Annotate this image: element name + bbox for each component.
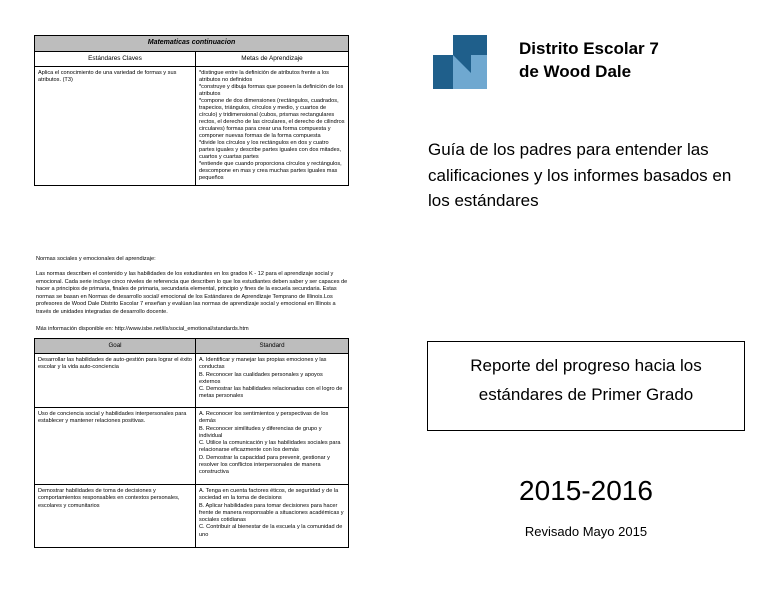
guide-title: Guía de los padres para entender las calificaciones y los informes basados en los estándares bbox=[428, 140, 732, 210]
report-title-box bbox=[427, 341, 745, 431]
standard-cell bbox=[196, 354, 349, 408]
standard-col-header: Standard bbox=[196, 339, 349, 354]
district-name-line1: Distrito Escolar 7 bbox=[519, 39, 659, 58]
standard-item: B. Reconocer similitudes y diferencias de grupo y individual bbox=[199, 425, 322, 439]
math-goals-cell bbox=[196, 66, 349, 185]
goal-cell: Uso de conciencia social y habilidades interpersonales para establecer y mantener relaciones positivas. bbox=[35, 408, 196, 485]
school-year: 2015-2016 bbox=[519, 475, 653, 506]
table-row bbox=[35, 354, 349, 408]
social-goals-table bbox=[34, 338, 349, 548]
district-name bbox=[519, 38, 659, 84]
math-standard-cell: Aplica el conocimiento de una variedad de formas y sus atributos. (T3) bbox=[35, 66, 196, 185]
social-heading: Normas sociales y emocionales del aprendizaje: bbox=[36, 256, 156, 262]
math-table-title: Matematicas continuacion bbox=[35, 36, 349, 52]
math-goal-item: *construye y dibuja formas que poseen la definición de los atributos bbox=[199, 83, 344, 97]
standard-item: D. Demostrar la capacidad para prevenir, gestionar y resolver los conflictos interpersonales de manera constructiva bbox=[199, 454, 330, 476]
more-info-link-text: Más información disponible en: http://www.isbe.net/ils/social_emotional/standards.htm bbox=[36, 326, 249, 332]
standard-item: A. Identificar y manejar las propias emociones y las conductas bbox=[199, 357, 327, 371]
standard-item: B. Aplicar habilidades para tomar decisiones para hacer frente de manera responsable a situaciones académicas y sociales cotidianas bbox=[199, 502, 344, 524]
standard-cell bbox=[196, 485, 349, 548]
table-row bbox=[35, 408, 349, 485]
district-logo-icon bbox=[433, 35, 487, 89]
goal-col-header: Goal bbox=[35, 339, 196, 354]
standard-item: C. Contribuir al bienestar de la escuela y la comunidad de uno bbox=[199, 524, 343, 538]
social-paragraph: Las normas describen el contenido y las habilidades de los estudiantes en los grados K - 12 para el aprendizaje social y emocional. Cada serie incluye cinco niveles de referencia que describen lo que los estudiantes deben saber y ser capaces de hacer a principios de primaria, finales de primaria, secundaria elemental, principio y fines de la escuela secundaria. Estas normas se basan en Normas de desarrollo social/ emocional de los Estándares de Aprendizaje Temprano de Illinois.Los profesores de Wood Dale Distrito Escolar 7 enseñan y evalúan las normas de aprendizaje social y emocional en Illinois a través de unidades integradas de desarrollo docente. bbox=[36, 271, 348, 315]
table-row bbox=[35, 66, 349, 185]
report-title-line1: Reporte del progreso hacia los bbox=[470, 356, 702, 375]
standard-item: C. Utilice la comunicación y las habilidades sociales para relacionarse eficazmente con los demás bbox=[199, 440, 341, 454]
standard-item: A. Tenga en cuenta factores éticos, de seguridad y de la sociedad en la toma de decisions bbox=[199, 488, 339, 502]
standard-item: A. Reconocer los sentimientos y perspectivas de los demás bbox=[199, 411, 329, 425]
math-goal-item: *divide los círculos y los rectángulos en dos y cuatro partes iguales y describe partes iguales con dos mitades, cuartos y cuartas partes bbox=[199, 139, 342, 160]
report-title-line2: estándares de Primer Grado bbox=[478, 384, 694, 404]
goal-cell: Demostrar habilidades de toma de decisiones y comportamientos responsables en contextos personales, escolares y comunitarios bbox=[35, 485, 196, 548]
math-col-header-goals: Metas de Aprendizaje bbox=[196, 51, 349, 66]
math-goal-item: *entiende que cuando proporciona círculos y rectángulos, descompone en mas y crea muchas partes iguales mas pequeños bbox=[199, 160, 342, 181]
math-goal-item: *compone de dos dimensiones (rectángulos, cuadrados, trapecios, triángulos, círculos y medio, y cuartos de círculo) y tridimensional (cubos, prismas rectangulares rectos, el derecho de las circulares, el derecho de cilindros circulares) formas para crear una forma compuesta y componer nuevas formas de la forma compuesta bbox=[199, 97, 345, 139]
goal-cell: Desarrollar las habilidades de auto-gestión para lograr el éxito escolar y la vida auto-conciencia bbox=[35, 354, 196, 408]
math-goal-item: *distingue entre la definición de atributos frente a los atributos no definidos bbox=[199, 69, 329, 83]
table-row bbox=[35, 485, 349, 548]
standard-item: B. Reconocer las cualidades personales y apoyos externos bbox=[199, 371, 323, 385]
revised-date: Revisado Mayo 2015 bbox=[524, 524, 648, 539]
standard-item: C. Demostrar las habilidades relacionadas con el logro de metas personales bbox=[199, 386, 343, 400]
district-name-line2: de Wood Dale bbox=[519, 61, 632, 81]
math-standards-table bbox=[34, 35, 349, 186]
math-col-header-standards: Estándares Claves bbox=[35, 51, 196, 66]
standard-cell bbox=[196, 408, 349, 485]
